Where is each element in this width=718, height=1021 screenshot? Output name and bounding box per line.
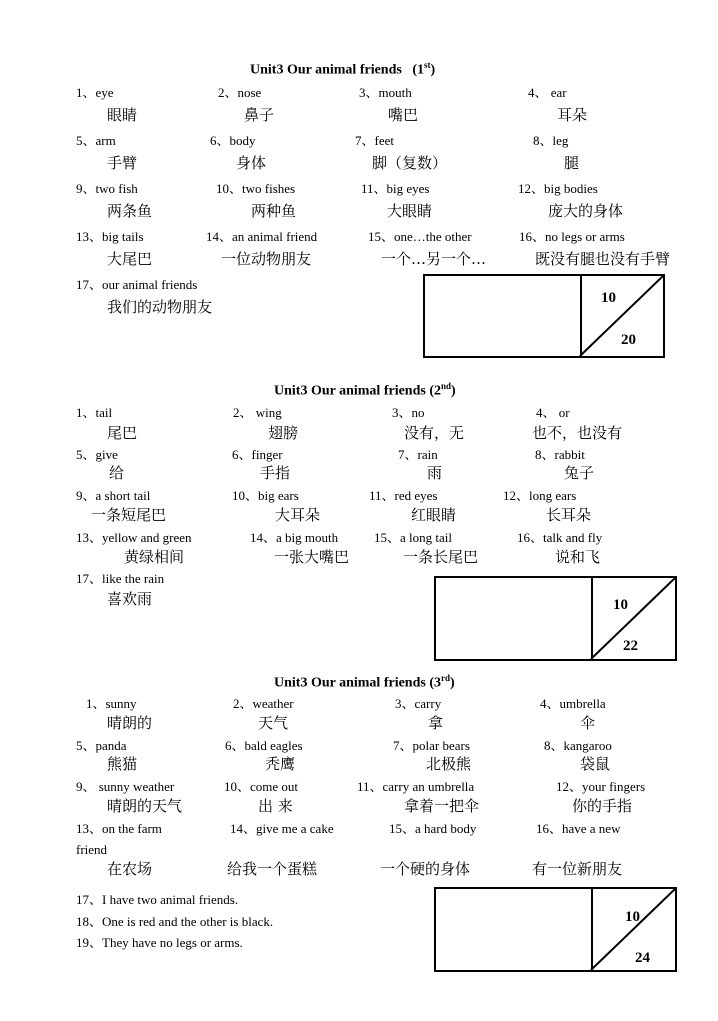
vocab-zh: 天气 [258, 714, 289, 732]
vocab-zh: 腿 [564, 154, 580, 172]
vocab-en: 9、 sunny weather [76, 779, 175, 794]
vocab-zh: 拿着一把伞 [404, 797, 480, 815]
vocab-zh: 在农场 [107, 860, 153, 878]
score-total: 10 [601, 290, 616, 306]
vocab-en: 8、rabbit [535, 447, 585, 462]
vocab-zh: 一条短尾巴 [91, 506, 167, 524]
vocab-en: 2、 wing [233, 405, 282, 420]
score-points: 22 [623, 638, 638, 654]
vocab-zh: 黄绿相间 [124, 548, 185, 566]
vocab-zh: 一位动物朋友 [221, 250, 312, 268]
vocab-en: 4、umbrella [540, 696, 606, 711]
vocab-en: 7、polar bears [393, 738, 470, 753]
vocab-zh: 你的手指 [572, 797, 633, 815]
vocab-zh: 晴朗的 [107, 714, 153, 732]
vocab-en: 5、panda [76, 738, 127, 753]
vocab-en: 12、your fingers [556, 779, 646, 794]
vocab-zh: 给我一个蛋糕 [227, 860, 318, 878]
vocab-zh: 袋鼠 [580, 755, 611, 773]
vocab-en: 7、feet [355, 133, 394, 148]
section-3-title: Unit3 Our animal friends (3rd) [274, 673, 455, 691]
vocab-zh: 长耳朵 [546, 506, 592, 524]
vocab-zh: 耳朵 [557, 106, 588, 124]
vocab-zh: 没有，无 [404, 424, 465, 442]
vocab-en: 3、mouth [359, 85, 412, 100]
title-ordinal-suffix: st [423, 60, 431, 70]
score-box [434, 576, 677, 661]
title-ordinal: 3 [433, 675, 441, 691]
vocab-en: 6、bald eagles [225, 738, 303, 753]
vocab-en: 13、yellow and green [76, 530, 192, 545]
vocab-zh: 北极熊 [426, 755, 472, 773]
title-ordinal: 1 [416, 62, 424, 78]
score-box [423, 274, 665, 358]
title-text: Unit3 Our animal friends [250, 62, 402, 78]
vocab-en: 13、on the farm [76, 821, 162, 836]
vocab-en: 17、like the rain [76, 571, 165, 586]
vocab-zh: 有一位新朋友 [532, 860, 623, 878]
vocab-zh: 手臂 [107, 154, 138, 172]
vocab-zh: 出 来 [258, 797, 293, 815]
vocab-en: 14、an animal friend [206, 229, 318, 244]
vocab-en: 12、long ears [503, 488, 577, 503]
vocab-en: 1、sunny [86, 696, 137, 711]
vocab-en: 10、come out [224, 779, 299, 794]
score-total: 10 [613, 597, 628, 613]
vocab-zh: 既没有腿也没有手臂 [535, 250, 671, 268]
section-1-title: Unit3 Our animal friends (1st) [250, 60, 436, 78]
vocab-zh: 一个…另一个… [381, 250, 487, 268]
vocab-en: 9、two fish [76, 181, 138, 196]
vocab-zh: 脚（复数） [372, 154, 448, 172]
vocab-zh: 伞 [580, 714, 596, 732]
score-points: 24 [635, 950, 650, 966]
vocab-en: 9、a short tail [76, 488, 151, 503]
vocab-zh: 秃鹰 [265, 755, 296, 773]
vocab-en: 4、 ear [528, 85, 567, 100]
score-diagonal [589, 889, 675, 970]
vocab-en: 16、no legs or arms [519, 229, 625, 244]
vocab-en: 14、give me a cake [230, 821, 334, 836]
vocab-en: 11、red eyes [369, 488, 438, 503]
score-points: 20 [621, 332, 636, 348]
sentence: 18、One is red and the other is black. [76, 914, 274, 929]
vocab-zh: 一个硬的身体 [380, 860, 471, 878]
vocab-en: 7、rain [398, 447, 438, 462]
vocab-en: 3、no [392, 405, 425, 420]
vocab-zh: 一张大嘴巴 [274, 548, 350, 566]
title-ordinal: 2 [433, 383, 441, 399]
vocab-zh: 鼻子 [244, 106, 275, 124]
vocab-en: 6、body [210, 133, 256, 148]
vocab-zh: 翅膀 [268, 424, 299, 442]
score-box [434, 887, 677, 972]
vocab-en: 15、a long tail [374, 530, 452, 545]
vocab-en: 2、weather [233, 696, 294, 711]
vocab-zh: 晴朗的天气 [107, 797, 183, 815]
vocab-zh: 大尾巴 [107, 250, 153, 268]
vocab-en: 3、carry [395, 696, 442, 711]
title-ordinal-suffix: nd [440, 381, 451, 391]
vocab-en: 10、big ears [232, 488, 299, 503]
title-text: Unit3 Our animal friends [274, 675, 426, 691]
vocab-zh: 庞大的身体 [548, 202, 624, 220]
vocab-en: 5、arm [76, 133, 116, 148]
vocab-zh: 也不，也没有 [532, 424, 623, 442]
vocab-en: 1、eye [76, 85, 114, 100]
vocab-zh: 两条鱼 [107, 202, 153, 220]
vocab-zh: 大眼睛 [387, 202, 433, 220]
vocab-zh: 两种鱼 [251, 202, 297, 220]
vocab-zh: 手指 [260, 464, 291, 482]
vocab-zh: 拿 [428, 714, 444, 732]
vocab-en: 6、finger [232, 447, 283, 462]
vocab-en: 16、have a new [536, 821, 621, 836]
vocab-zh: 红眼睛 [411, 506, 457, 524]
vocab-en: 11、big eyes [361, 181, 430, 196]
vocab-zh: 给 [109, 464, 125, 482]
vocab-en: 8、kangaroo [544, 738, 612, 753]
vocab-zh: 身体 [236, 154, 267, 172]
vocab-en: 12、big bodies [518, 181, 598, 196]
vocab-en: 8、leg [533, 133, 569, 148]
vocab-en: 11、carry an umbrella [357, 779, 475, 794]
vocab-zh: 大耳朵 [275, 506, 321, 524]
score-total: 10 [625, 909, 640, 925]
vocab-zh: 喜欢雨 [107, 590, 153, 608]
vocab-zh: 眼睛 [107, 106, 138, 124]
vocab-en: 17、our animal friends [76, 277, 198, 292]
vocab-zh: 熊猫 [107, 755, 138, 773]
vocab-zh: 雨 [427, 464, 443, 482]
vocab-zh: 嘴巴 [388, 106, 419, 124]
vocab-en: 16、talk and fly [517, 530, 603, 545]
title-ordinal-suffix: rd [440, 673, 450, 683]
vocab-zh: 我们的动物朋友 [107, 298, 213, 316]
vocab-zh: 一条长尾巴 [403, 548, 479, 566]
vocab-en: 4、 or [536, 405, 570, 420]
vocab-zh: 兔子 [564, 464, 595, 482]
sentence: 19、They have no legs or arms. [76, 935, 243, 950]
vocab-en: 5、give [76, 447, 118, 462]
vocab-en: 2、nose [218, 85, 262, 100]
title-text: Unit3 Our animal friends [274, 383, 426, 399]
vocab-en: 15、a hard body [389, 821, 477, 836]
sentence: 17、I have two animal friends. [76, 892, 239, 907]
vocab-en-wrap: friend [76, 842, 108, 857]
vocab-en: 15、one…the other [368, 229, 472, 244]
vocab-zh: 说和飞 [555, 548, 601, 566]
vocab-en: 13、big tails [76, 229, 144, 244]
vocab-zh: 尾巴 [107, 424, 138, 442]
vocab-en: 10、two fishes [216, 181, 296, 196]
vocab-en: 1、tail [76, 405, 113, 420]
section-2-title: Unit3 Our animal friends (2nd) [274, 381, 456, 399]
vocab-en: 14、a big mouth [250, 530, 339, 545]
